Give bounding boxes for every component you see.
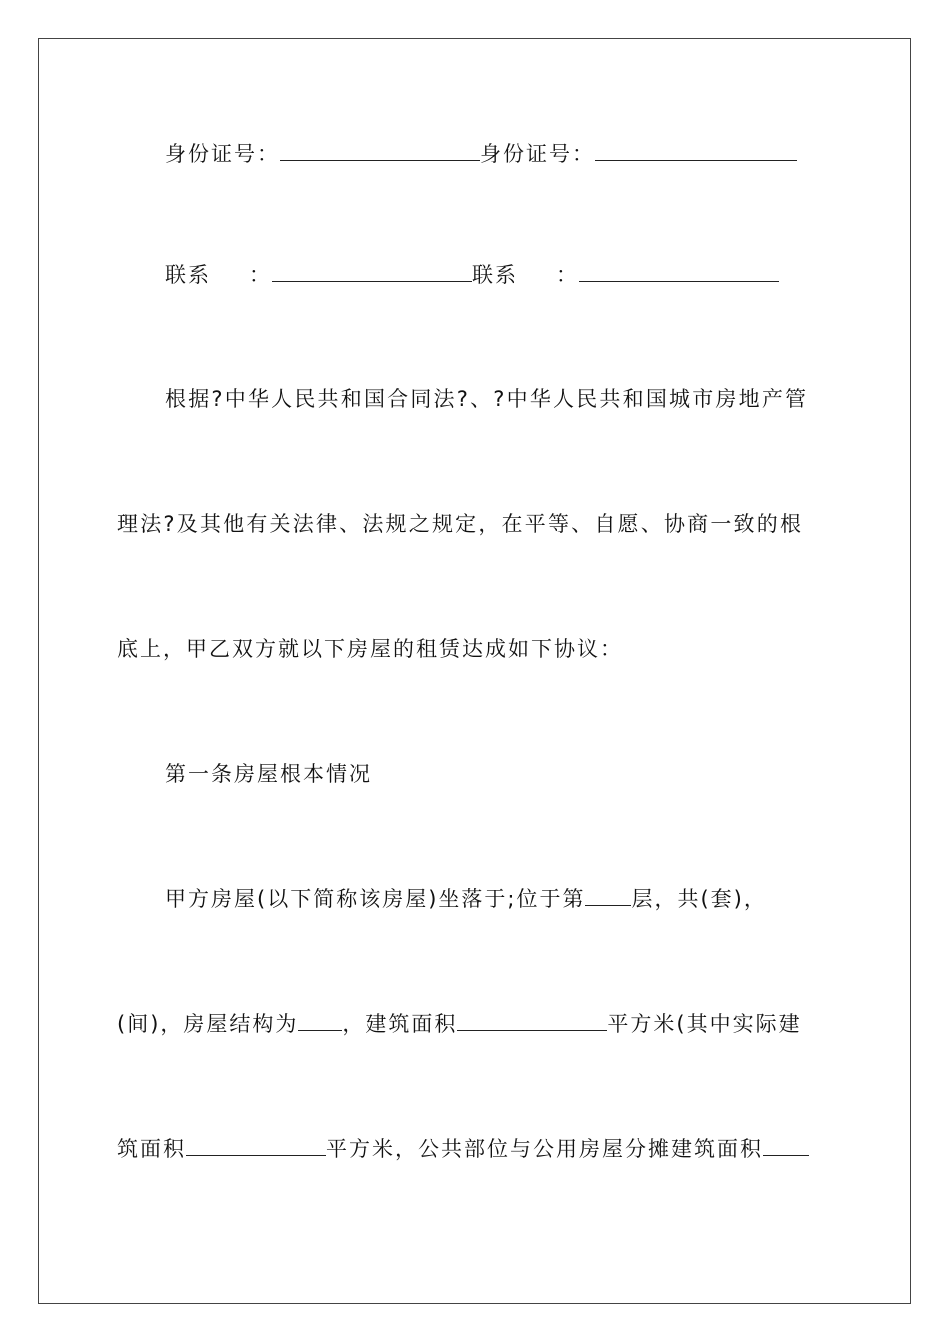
article-1-title: 第一条房屋根本情况 [165, 762, 372, 786]
structure-label: (间)，房屋结构为 [117, 1012, 299, 1036]
id-number-blank-lessee[interactable] [595, 138, 797, 161]
structure-blank[interactable] [298, 1008, 342, 1031]
floor-blank[interactable] [585, 883, 631, 906]
contact-blank-lessor[interactable] [272, 259, 472, 282]
contact-label-lessor: 联系 [165, 263, 211, 287]
contact-colon-lessee: ： [556, 263, 579, 287]
id-number-label-lessor: 身份证号： [165, 142, 280, 166]
building-area-blank[interactable] [457, 1008, 607, 1031]
intro-line-2: 理法?及其他有关法律、法规之规定，在平等、自愿、协商一致的根 [117, 512, 804, 536]
id-number-label-lessee: 身份证号： [480, 142, 595, 166]
article-1-line-1 [165, 883, 885, 914]
shared-area-blank[interactable] [763, 1133, 809, 1156]
area-unit-text: 平方米(其中实际建 [607, 1012, 802, 1036]
intro-line-1: 根据?中华人民共和国合同法?、?中华人民共和国城市房地产管 [165, 387, 809, 411]
contact-blank-lessee[interactable] [579, 259, 779, 282]
actual-area-blank[interactable] [186, 1133, 326, 1156]
article-1-line-3 [117, 1133, 837, 1164]
actual-area-label: 筑面积 [117, 1137, 186, 1161]
intro-line-3: 底上，甲乙双方就以下房屋的租赁达成如下协议： [117, 637, 623, 661]
id-number-row [165, 138, 885, 169]
id-number-blank-lessor[interactable] [280, 138, 480, 161]
floor-suffix-text: 层，共(套)， [631, 887, 767, 911]
page-border [38, 38, 911, 1304]
shared-area-label: 平方米，公共部位与公用房屋分摊建筑面积 [326, 1137, 763, 1161]
contact-label-lessee: 联系 [472, 263, 518, 287]
article-1-line-2 [117, 1008, 837, 1039]
area-label: ，建筑面积 [342, 1012, 458, 1036]
location-text: 甲方房屋(以下简称该房屋)坐落于;位于第 [165, 887, 586, 911]
contact-row [165, 259, 885, 290]
contact-colon-lessor: ： [249, 263, 272, 287]
